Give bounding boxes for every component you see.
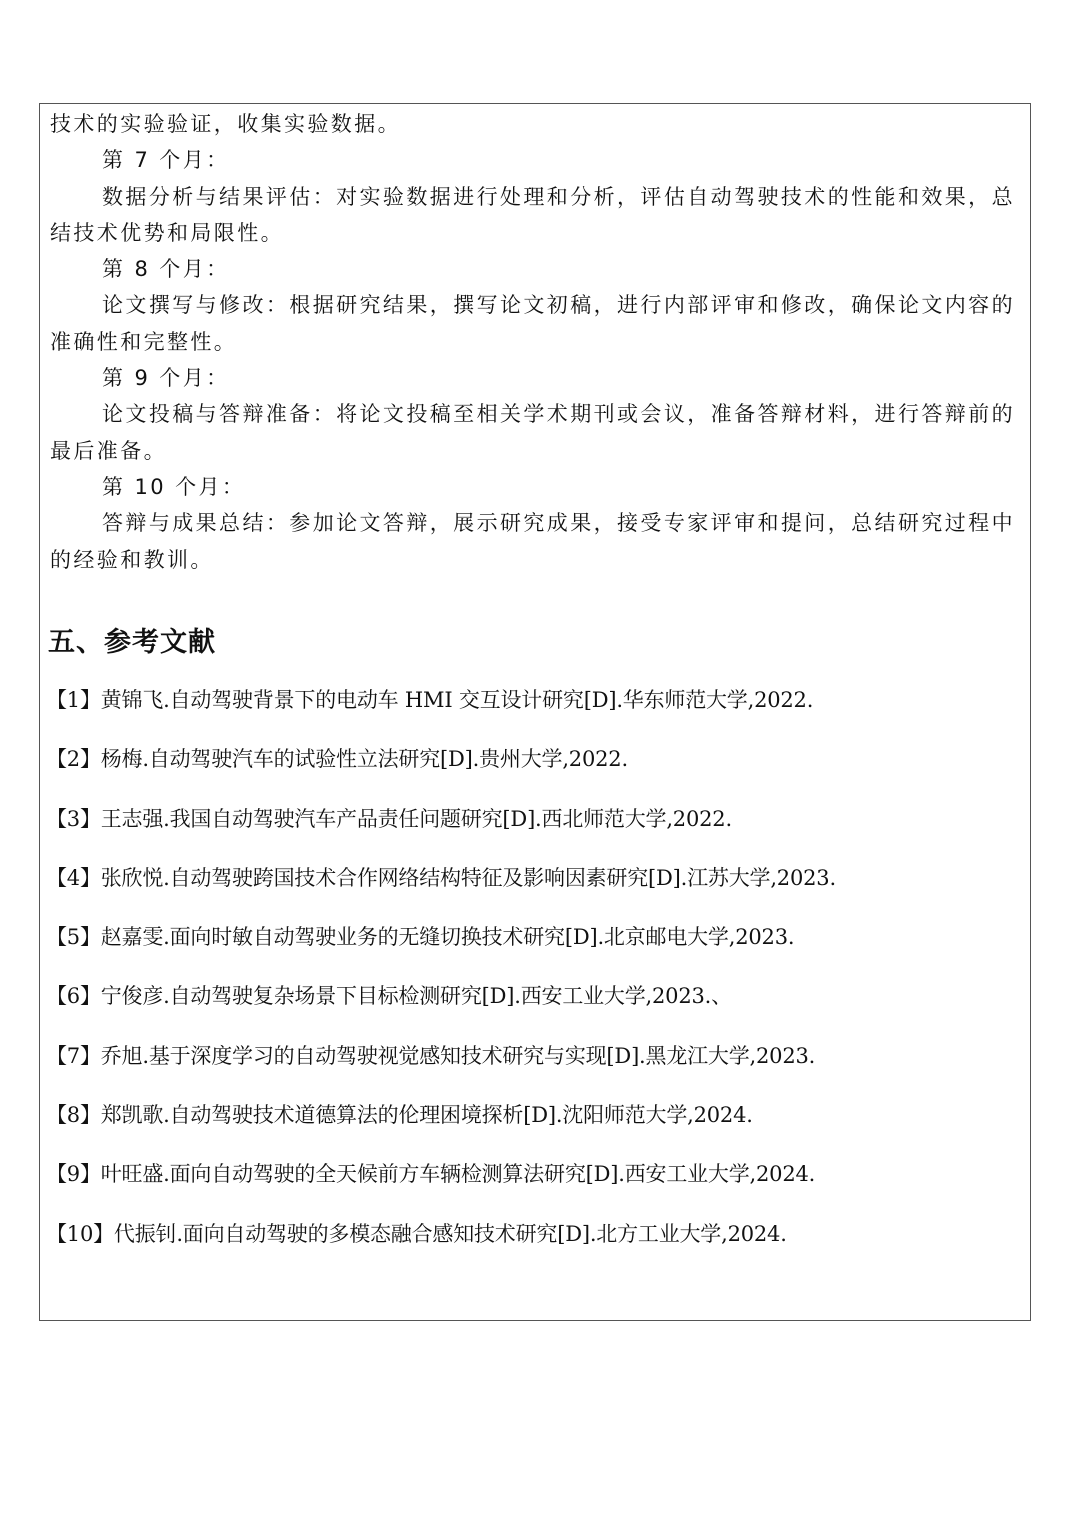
plan-paragraph: 数据分析与结果评估：对实验数据进行处理和分析，评估自动驾驶技术的性能和效果，总结技术优势和局限性。	[50, 184, 1015, 245]
references-heading: 五、参考文献	[48, 627, 216, 658]
plan-month-heading: 第 8 个月：	[102, 257, 230, 282]
plan-paragraph: 答辩与成果总结：参加论文答辩，展示研究成果，接受专家评审和提问，总结研究过程中的经验和教训。	[50, 511, 1015, 572]
reference-item: 【1】黄锦飞.自动驾驶背景下的电动车 HMI 交互设计研究[D].华东师范大学,2022.	[46, 688, 814, 712]
reference-item: 【10】代振钊.面向自动驾驶的多模态融合感知技术研究[D].北方工业大学,2024.	[46, 1221, 787, 1246]
reference-item: 【3】王志强.我国自动驾驶汽车产品责任问题研究[D].西北师范大学,2022.	[46, 806, 732, 831]
reference-item: 【8】郑凯歌.自动驾驶技术道德算法的伦理困境探析[D].沈阳师范大学,2024.	[46, 1103, 753, 1128]
plan-month-heading: 第 7 个月：	[102, 148, 230, 173]
reference-item: 【5】赵嘉雯.面向时敏自动驾驶业务的无缝切换技术研究[D].北京邮电大学,2023.	[46, 925, 795, 950]
reference-item: 【6】宁俊彦.自动驾驶复杂场景下目标检测研究[D].西安工业大学,2023.、	[46, 984, 732, 1009]
reference-item: 【9】叶旺盛.面向自动驾驶的全天候前方车辆检测算法研究[D].西安工业大学,2024.	[46, 1162, 816, 1187]
plan-month-heading: 第 10 个月：	[102, 474, 246, 499]
research-plan	[50, 106, 1015, 578]
reference-item: 【4】张欣悦.自动驾驶跨国技术合作网络结构特征及影响因素研究[D].江苏大学,2023.	[46, 865, 836, 890]
reference-item: 【7】乔旭.基于深度学习的自动驾驶视觉感知技术研究与实现[D].黑龙江大学,2023.	[46, 1043, 816, 1068]
plan-paragraph: 论文投稿与答辩准备：将论文投稿至相关学术期刊或会议，准备答辩材料，进行答辩前的最后准备。	[50, 402, 1015, 463]
plan-paragraph: 论文撰写与修改：根据研究结果，撰写论文初稿，进行内部评审和修改，确保论文内容的准确性和完整性。	[50, 293, 1015, 354]
reference-list	[46, 682, 1021, 1275]
plan-paragraph: 技术的实验验证，收集实验数据。	[50, 112, 401, 136]
plan-month-heading: 第 9 个月：	[102, 366, 230, 391]
reference-item: 【2】杨梅.自动驾驶汽车的试验性立法研究[D].贵州大学,2022.	[46, 747, 628, 772]
